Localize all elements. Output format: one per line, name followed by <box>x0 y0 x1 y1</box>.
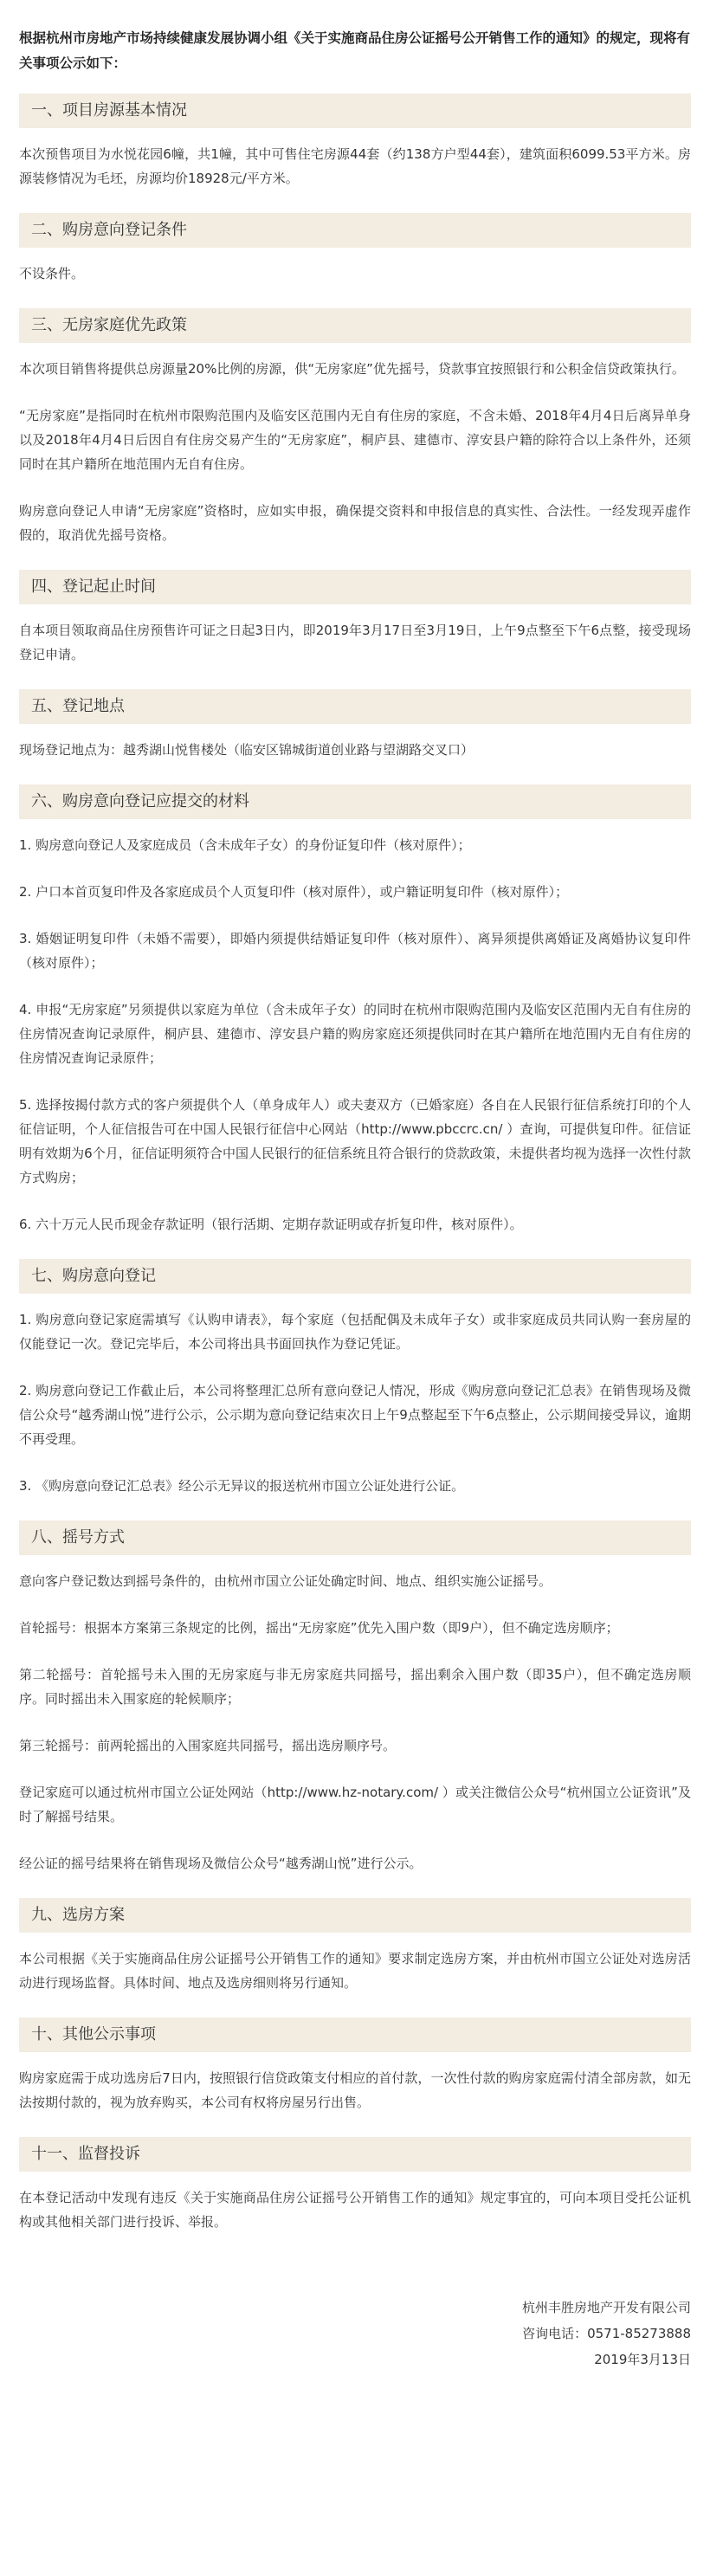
section-heading: 十一、监督投诉 <box>19 2137 691 2172</box>
section-paragraph: 5. 选择按揭付款方式的客户须提供个人（单身成年人）或夫妻双方（已婚家庭）各自在人民银行征信系统打印的个人征信证明，个人征信报告可在中国人民银行征信中心网站（http://www.pbccrc.cn/ ）查询，可提供复印件。征信证明有效期为6个月，征信证明须符合中国人民银行的征信系统且符合银行的贷款政策，未提供者均视为选择一次性付款方式购房； <box>19 1097 691 1185</box>
section-heading: 一、项目房源基本情况 <box>19 94 691 128</box>
section-paragraph: 现场登记地点为：越秀湖山悦售楼处（临安区锦城街道创业路与望湖路交叉口） <box>19 742 474 758</box>
section-paragraph: 4. 申报“无房家庭”另须提供以家庭为单位（含未成年子女）的同时在杭州市限购范围内及临安区范围内无自有住房的住房情况查询记录原件，桐庐县、建德市、淳安县户籍的购房家庭还须提供同时在其户籍所在地范围内无自有住房的住房情况查询记录原件； <box>19 1002 691 1066</box>
section-paragraph: 登记家庭可以通过杭州市国立公证处网站（http://www.hz-notary.com/ ）或关注微信公众号“杭州国立公证资讯”及时了解摇号结果。 <box>19 1785 691 1824</box>
section-heading: 三、无房家庭优先政策 <box>19 308 691 343</box>
section-heading: 六、购房意向登记应提交的材料 <box>19 784 691 819</box>
section-paragraph: 购房家庭需于成功选房后7日内，按照银行信贷政策支付相应的首付款，一次性付款的购房家庭需付清全部房款，如无法按期付款的，视为放弃购买，本公司有权将房屋另行出售。 <box>19 2070 691 2110</box>
notice-sections <box>19 94 691 2234</box>
section-paragraph: 经公证的摇号结果将在销售现场及微信公众号“越秀湖山悦”进行公示。 <box>19 1856 423 1871</box>
section-paragraph: 3. 婚姻证明复印件（未婚不需要），即婚内须提供结婚证复印件（核对原件）、离异须提供离婚证及离婚协议复印件（核对原件）； <box>19 931 691 971</box>
section-paragraph: 不设条件。 <box>19 266 85 281</box>
section-paragraph: 1. 购房意向登记人及家庭成员（含未成年子女）的身份证复印件（核对原件）； <box>19 837 471 853</box>
section-heading: 九、选房方案 <box>19 1898 691 1933</box>
section-heading: 十、其他公示事项 <box>19 2018 691 2052</box>
section-paragraph: 首轮摇号：根据本方案第三条规定的比例，摇出“无房家庭”优先入围户数（即9户），但不确定选房顺序； <box>19 1620 619 1636</box>
section-paragraph: 2. 户口本首页复印件及各家庭成员个人页复印件（核对原件），或户籍证明复印件（核对原件）； <box>19 884 569 900</box>
section-paragraph: 1. 购房意向登记家庭需填写《认购申请表》，每个家庭（包括配偶及未成年子女）或非家庭成员共同认购一套房屋的仅能登记一次。登记完毕后，本公司将出具书面回执作为登记凭证。 <box>19 1312 691 1352</box>
section-paragraph: 意向客户登记数达到摇号条件的，由杭州市国立公证处确定时间、地点、组织实施公证摇号。 <box>19 1573 552 1589</box>
contact-phone: 咨询电话：0571-85273888 <box>522 2326 691 2341</box>
section-heading: 四、登记起止时间 <box>19 570 691 604</box>
section-paragraph: 购房意向登记人申请“无房家庭”资格时，应如实申报，确保提交资料和申报信息的真实性、合法性。一经发现弄虚作假的，取消优先摇号资格。 <box>19 503 691 543</box>
section-heading: 五、登记地点 <box>19 689 691 724</box>
section-paragraph: 3. 《购房意向登记汇总表》经公示无异议的报送杭州市国立公证处进行公证。 <box>19 1478 465 1494</box>
section-paragraph: 第二轮摇号：首轮摇号未入围的无房家庭与非无房家庭共同摇号，摇出剩余入围户数（即35户），但不确定选房顺序。同时摇出未入围家庭的轮候顺序； <box>19 1667 691 1707</box>
section-heading: 八、摇号方式 <box>19 1520 691 1555</box>
section-paragraph: 本次项目销售将提供总房源量20%比例的房源，供“无房家庭”优先摇号，贷款事宜按照银行和公积金信贷政策执行。 <box>19 361 685 377</box>
section-paragraph: 自本项目领取商品住房预售许可证之日起3日内，即2019年3月17日至3月19日，上午9点整至下午6点整，接受现场登记申请。 <box>19 623 691 662</box>
section-paragraph: 在本登记活动中发现有违反《关于实施商品住房公证摇号公开销售工作的通知》规定事宜的，可向本项目受托公证机构或其他相关部门进行投诉、举报。 <box>19 2190 691 2230</box>
section-paragraph: 第三轮摇号：前两轮摇出的入围家庭共同摇号，摇出选房顺序号。 <box>19 1738 397 1753</box>
section-paragraph: 2. 购房意向登记工作截止后，本公司将整理汇总所有意向登记人情况，形成《购房意向登记汇总表》在销售现场及微信公众号“越秀湖山悦”进行公示，公示期为意向登记结束次日上午9点整起至下午6点整止，公示期间接受异议，逾期不再受理。 <box>19 1383 691 1447</box>
section-paragraph: 本次预售项目为水悦花园6幢，共1幢，其中可售住宅房源44套（约138方户型44套），建筑面积6099.53平方米。房源装修情况为毛坯，房源均价18928元/平方米。 <box>19 146 691 186</box>
section-paragraph: “无房家庭”是指同时在杭州市限购范围内及临安区范围内无自有住房的家庭，不含未婚、2018年4月4日后离异单身以及2018年4月4日后因自有住房交易产生的“无房家庭”，桐庐县、建德市、淳安县户籍的除符合以上条件外，还须同时在其户籍所在地范围内无自有住房。 <box>19 408 691 472</box>
company-name: 杭州丰胜房地产开发有限公司 <box>521 2300 691 2315</box>
notice-intro: 根据杭州市房地产市场持续健康发展协调小组《关于实施商品住房公证摇号公开销售工作的通知》的规定，现将有关事项公示如下： <box>19 30 691 71</box>
issue-date: 2019年3月13日 <box>594 2352 691 2367</box>
section-paragraph: 6. 六十万元人民币现金存款证明（银行活期、定期存款证明或存折复印件，核对原件）。 <box>19 1217 523 1232</box>
section-heading: 七、购房意向登记 <box>19 1259 691 1294</box>
signature-block <box>19 2295 691 2373</box>
section-paragraph: 本公司根据《关于实施商品住房公证摇号公开销售工作的通知》要求制定选房方案，并由杭州市国立公证处对选房活动进行现场监督。具体时间、地点及选房细则将另行通知。 <box>19 1951 691 1991</box>
section-heading: 二、购房意向登记条件 <box>19 213 691 248</box>
